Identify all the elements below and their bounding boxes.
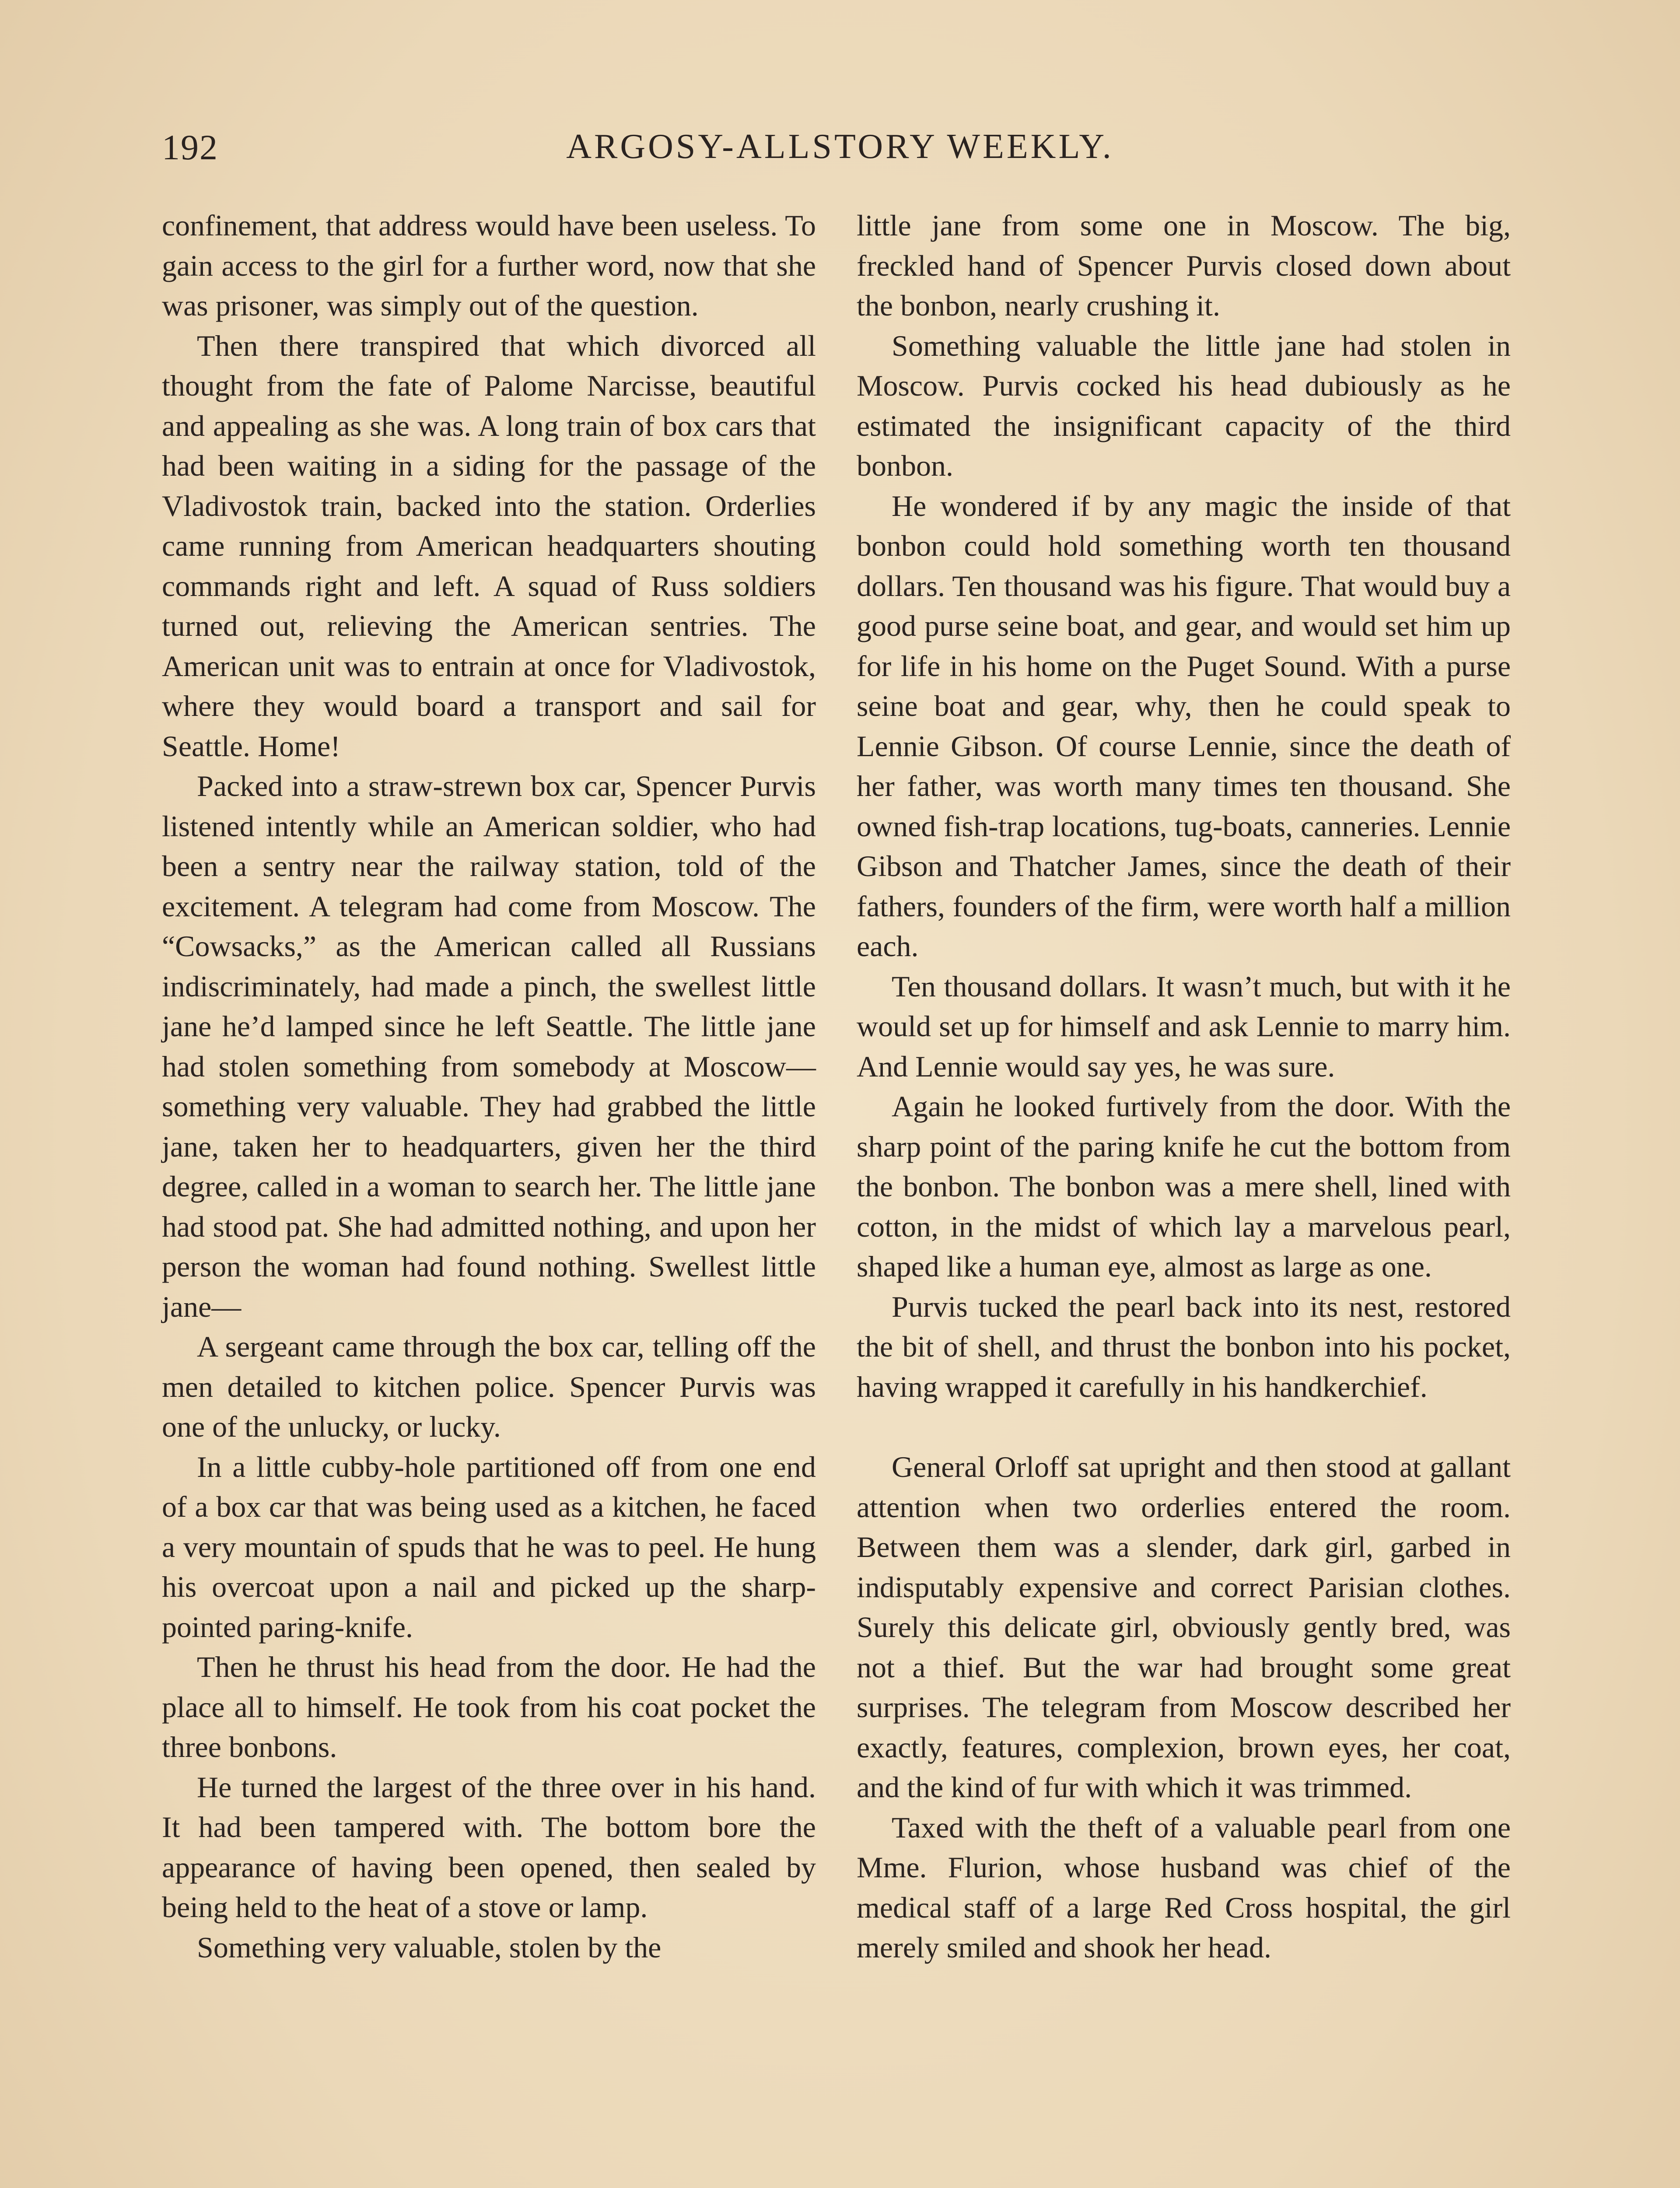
paragraph: Purvis tucked the pearl back into its nest, restored the bit of shell, and thrust the bonbon into his pocket, having wrapped it carefully in his handkerchief. — [857, 1290, 1511, 1403]
left-column — [162, 206, 816, 1967]
paragraph: A sergeant came through the box car, telling off the men detailed to kitchen police. Spencer Purvis was one of the unlucky, or lucky. — [162, 1330, 816, 1443]
paragraph: Ten thousand dollars. It wasn’t much, but with it he would set up for himself and ask Lennie to marry him. And Lennie would say yes, he was sure. — [857, 969, 1511, 1083]
paragraph: Packed into a straw-strewn box car, Spencer Purvis listened intently while an American soldier, who had been a sentry near the railway station, told of the excitement. A telegram had come from Moscow. The “Cowsacks,” as the American called all Russians indiscriminately, had made a pinch, the swellest little jane he’d lamped since he left Seattle. The little jane had stolen something from somebody at Moscow—something very valuable. They had grabbed the little jane, taken her to headquarters, given her the third degree, called in a woman to search her. The little jane had stood pat. She had admitted nothing, and upon her person the woman had found nothing. Swellest little jane— — [162, 769, 816, 1323]
paragraph: Taxed with the theft of a valuable pearl from one Mme. Flurion, whose husband was chief of the medical staff of a large Red Cross hospital, the girl merely smiled and shook her head. — [857, 1810, 1511, 1964]
page-number: 192 — [162, 127, 218, 167]
paragraph: General Orloff sat upright and then stood at gallant attention when two orderlies entered the room. Between them was a slender, dark girl, garbed in indisputably expensive and correct Parisian clothes. Surely this delicate girl, obviously gently bred, was not a thief. But the war had brought some great surprises. The telegram from Moscow described her exactly, features, complexion, brown eyes, her coat, and the kind of fur with which it was trimmed. — [857, 1450, 1511, 1804]
paragraph: confinement, that address would have been useless. To gain access to the girl for a further word, now that she was prisoner, was simply out of the question. — [162, 209, 816, 322]
page-header — [162, 127, 1518, 175]
paragraph: Again he looked furtively from the door. With the sharp point of the paring knife he cut the bottom from the bonbon. The bonbon was a mere shell, lined with cotton, in the midst of which lay a marvelous pearl, shaped like a human eye, almost as large as one. — [857, 1090, 1511, 1283]
paragraph: In a little cubby-hole partitioned off from one end of a box car that was being used as a kitchen, he faced a very mountain of spuds that he was to peel. He hung his overcoat upon a nail and picked up the sharp-pointed paring-knife. — [162, 1450, 816, 1644]
paragraph: Then there transpired that which divorced all thought from the fate of Palome Narcisse, beautiful and appealing as she was. A long train of box cars that had been waiting in a siding for the passage of the Vladivostok train, backed into the station. Orderlies came running from American headquarters shouting commands right and left. A squad of Russ soldiers turned out, relieving the American sentries. The American unit was to entrain at once for Vladivostok, where they would board a transport and sail for Seattle. Home! — [162, 329, 816, 763]
running-head: ARGOSY-ALLSTORY WEEKLY. — [566, 127, 1114, 166]
paragraph: Something very valuable, stolen by the — [197, 1930, 662, 1964]
right-column — [857, 206, 1511, 1968]
paragraph: He turned the largest of the three over in his hand. It had been tampered with. The bottom bore the appearance of having been opened, then sealed by being held to the heat of a stove or lamp. — [162, 1770, 816, 1924]
paragraph: little jane from some one in Moscow. The big, freckled hand of Spencer Purvis closed down about the bonbon, nearly crushing it. — [857, 209, 1511, 322]
paragraph: Then he thrust his head from the door. He had the place all to himself. He took from his coat pocket the three bonbons. — [162, 1650, 816, 1764]
paragraph: Something valuable the little jane had stolen in Moscow. Purvis cocked his head dubiously as he estimated the insignificant capacity of the third bonbon. — [857, 329, 1511, 482]
paragraph: He wondered if by any magic the inside of that bonbon could hold something worth ten thousand dollars. Ten thousand was his figure. That would buy a good purse seine boat, and gear, and would set him up for life in his home on the Puget Sound. With a purse seine boat and gear, why, then he could speak to Lennie Gibson. Of course Lennie, since the death of her father, was worth many times ten thousand. She owned fish-trap locations, tug-boats, canneries. Lennie Gibson and Thatcher James, since the death of their fathers, founders of the firm, were worth half a million each. — [857, 489, 1511, 963]
